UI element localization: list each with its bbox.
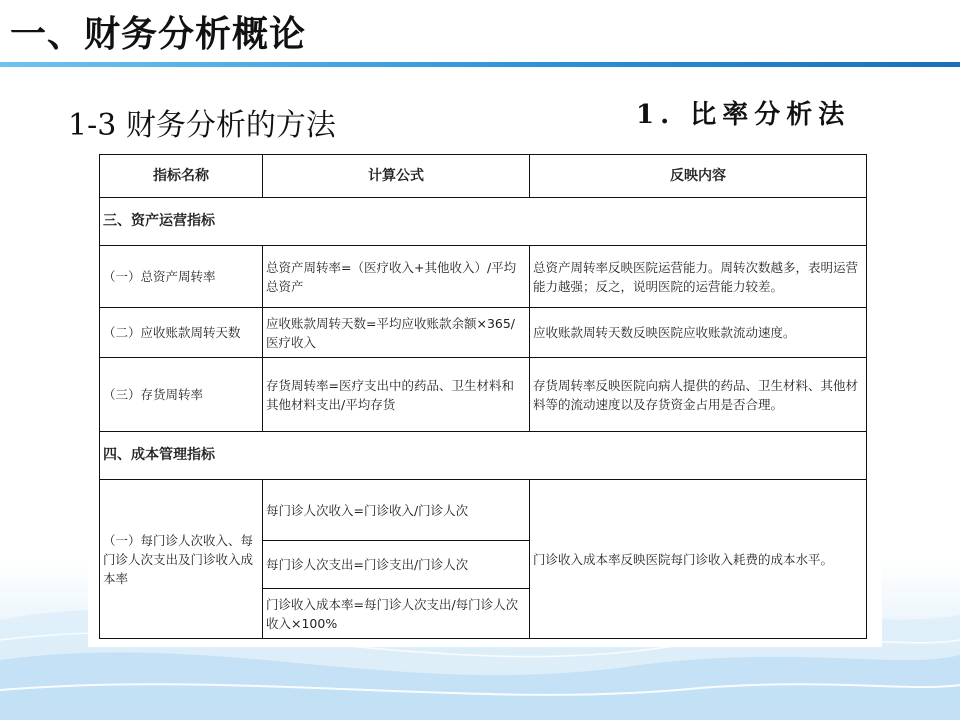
header-formula: 计算公式 — [263, 155, 530, 198]
indicator-content: 总资产周转率反映医院运营能力。周转次数越多，表明运营能力越强；反之，说明医院的运营能力较差。 — [530, 246, 867, 308]
indicator-table-panel — [88, 150, 882, 647]
ratio-indicator-table — [99, 154, 867, 639]
indicator-name: （一）每门诊人次收入、每门诊人次支出及门诊收入成本率 — [100, 480, 263, 639]
table-row — [100, 246, 867, 308]
table-row — [100, 480, 867, 541]
indicator-name: （一）总资产周转率 — [100, 246, 263, 308]
indicator-formula: 每门诊人次支出=门诊支出/门诊人次 — [263, 541, 530, 589]
table-row — [100, 308, 867, 358]
method-heading: 1. 比率分析法 — [636, 100, 851, 130]
section-asset-operation: 三、资产运营指标 — [100, 198, 867, 246]
table-row — [100, 358, 867, 432]
section-cost-management: 四、成本管理指标 — [100, 432, 867, 480]
header-indicator-name: 指标名称 — [100, 155, 263, 198]
indicator-content: 应收账款周转天数反映医院应收账款流动速度。 — [530, 308, 867, 358]
indicator-content: 存货周转率反映医院向病人提供的药品、卫生材料、其他材料等的流动速度以及存货资金占用是否合理。 — [530, 358, 867, 432]
indicator-formula: 应收账款周转天数=平均应收账款余额×365/医疗收入 — [263, 308, 530, 358]
indicator-formula: 门诊收入成本率=每门诊人次支出/每门诊人次收入×100% — [263, 589, 530, 639]
indicator-formula: 每门诊人次收入=门诊收入/门诊人次 — [263, 480, 530, 541]
section-subtitle: 1-3 财务分析的方法 — [68, 108, 336, 143]
table-row — [100, 198, 867, 246]
indicator-name: （二）应收账款周转天数 — [100, 308, 263, 358]
table-row — [100, 432, 867, 480]
indicator-name: （三）存货周转率 — [100, 358, 263, 432]
slide-title: 一、财务分析概论 — [10, 14, 307, 55]
title-divider — [0, 62, 960, 67]
header-content: 反映内容 — [530, 155, 867, 198]
indicator-content: 门诊收入成本率反映医院每门诊收入耗费的成本水平。 — [530, 480, 867, 639]
indicator-formula: 存货周转率=医疗支出中的药品、卫生材料和其他材料支出/平均存货 — [263, 358, 530, 432]
indicator-formula: 总资产周转率=（医疗收入+其他收入）/平均总资产 — [263, 246, 530, 308]
table-header-row — [100, 155, 867, 198]
